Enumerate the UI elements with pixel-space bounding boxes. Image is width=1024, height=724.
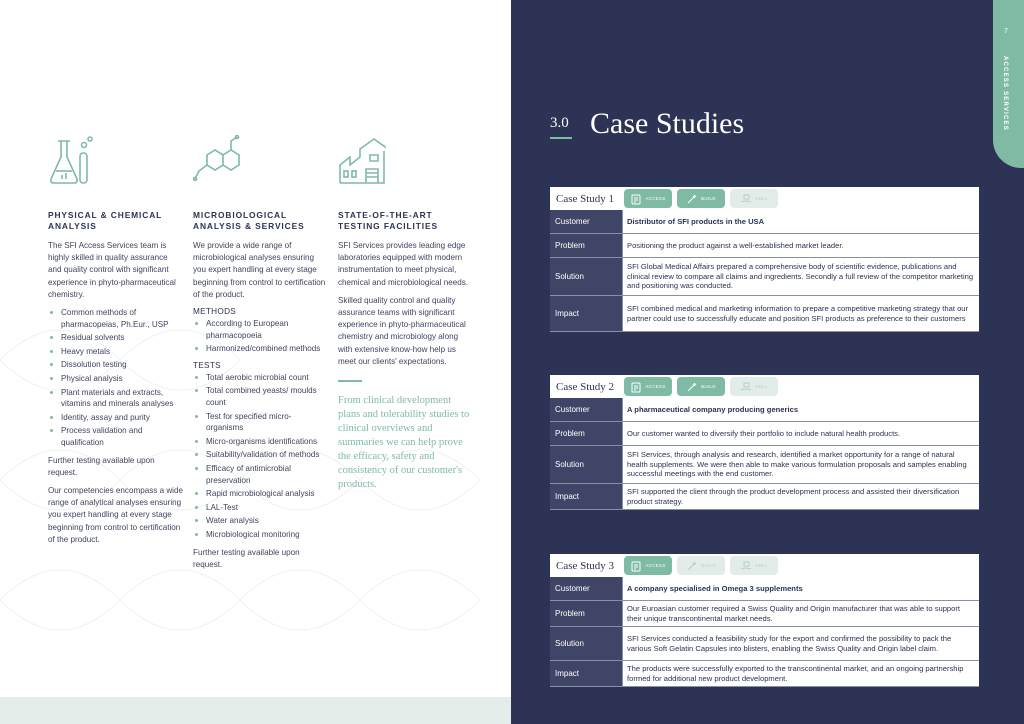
pipette-icon: [686, 560, 698, 572]
list-item: Residual solvents: [48, 332, 183, 344]
row-value: A company specialised in Omega 3 supplements: [622, 577, 979, 600]
row-value: SFI Services conducted a feasibility study for the export and confirmed the possibility to pack the various Soft Gelatin Capsules into blisters, enabling the Swiss Quality and Origin label claim.: [622, 627, 979, 660]
table-row: [550, 234, 979, 258]
table-row: [550, 258, 979, 296]
methods-title: METHODS: [193, 307, 237, 317]
pipette-icon: [686, 193, 698, 205]
intro-text: We provide a wide range of microbiological analyses ensuring you expert handling at every stage beginning from control to certification of the product.: [193, 241, 326, 299]
build-badge: [677, 189, 725, 208]
row-value: Positioning the product against a well-established market leader.: [622, 234, 979, 257]
build-badge: [677, 377, 725, 396]
section-title: Case Studies: [590, 107, 745, 140]
body-text: Further testing available upon request.: [193, 547, 300, 569]
pipette-icon: [686, 381, 698, 393]
badge-label: BUILD: [701, 384, 716, 389]
list-item: Heavy metals: [48, 346, 183, 358]
clipboard-icon: [630, 193, 642, 205]
list-item: Harmonized/combined methods: [193, 343, 328, 355]
body-text: Skilled quality control and quality assurance teams with significant experience in phyto-pharmaceutical chemistry and microbiology along with extensive know-how help us meet our clients' expectations.: [338, 295, 466, 366]
row-label: Impact: [550, 661, 622, 686]
section-tab-label: ACCESS SERVICES: [1002, 56, 1008, 131]
case-header: [550, 187, 979, 210]
sell-badge: [730, 556, 778, 575]
sell-badge: [730, 377, 778, 396]
badge-label: BUILD: [701, 196, 716, 201]
pull-quote: From clinical development plans and tolerability studies to clinical overviews and summaries we can help prove the efficacy, safety and consistency of our customer's products.: [338, 395, 470, 491]
case-title: Case Study 1: [556, 192, 615, 205]
badge-label: BUILD: [701, 563, 716, 568]
left-page: [0, 0, 511, 724]
table-row: [550, 661, 979, 687]
list-item: Micro-organisms identifications: [193, 436, 328, 448]
table-row: [550, 398, 979, 422]
row-label: Customer: [550, 577, 622, 600]
clipboard-icon: [630, 560, 642, 572]
case-study-3: [550, 554, 979, 687]
case-study-2: [550, 375, 979, 510]
table-row: [550, 296, 979, 332]
table-row: [550, 484, 979, 510]
row-value: Our customer wanted to diversify their portfolio to include natural health products.: [622, 422, 979, 445]
list-item: According to European pharmacopoeia: [193, 318, 328, 341]
section-number: 3.0: [550, 115, 569, 131]
case-header: [550, 375, 979, 398]
list-item: Test for specified micro-organisms: [193, 411, 328, 434]
analysis-list: [48, 307, 183, 449]
intro-text: The SFI Access Services team is highly skilled in quality assurance and quality control with significant experience in phyto-pharmaceutical chemistry.: [48, 241, 176, 299]
row-label: Impact: [550, 484, 622, 509]
case-title: Case Study 2: [556, 380, 615, 393]
case-study-1: [550, 187, 979, 332]
sell-badge: [730, 189, 778, 208]
hand-icon: [740, 560, 752, 572]
table-row: [550, 422, 979, 446]
badge-label: ACCESS: [645, 384, 666, 389]
title-underline: [550, 137, 572, 139]
table-row: [550, 210, 979, 234]
row-label: Solution: [550, 627, 622, 660]
table-row: [550, 627, 979, 661]
row-value: Distributor of SFI products in the USA: [622, 210, 979, 233]
hand-icon: [740, 381, 752, 393]
row-value: The products were successfully exported to the transcontinental market, and an ongoing partnership formed for additional new product development.: [622, 661, 979, 686]
access-badge: [624, 189, 672, 208]
section-heading: MICROBIOLOGICAL ANALYSIS & SERVICES: [193, 210, 305, 231]
list-item: Dissolution testing: [48, 359, 183, 371]
list-item: Physical analysis: [48, 373, 183, 385]
list-item: Microbiological monitoring: [193, 529, 328, 541]
row-label: Impact: [550, 296, 622, 331]
tests-list: [193, 372, 328, 541]
list-item: Process validation and qualification: [48, 425, 183, 448]
row-value: SFI Global Medical Affairs prepared a comprehensive body of scientific evidence, publications and clinical review to compare all claims and ingredients. Secondly a full review of the competitor marketing and positioning was conducted.: [622, 258, 979, 295]
access-badge: [624, 377, 672, 396]
badge-label: ACCESS: [645, 563, 666, 568]
row-label: Problem: [550, 234, 622, 257]
tests-title: TESTS: [193, 360, 221, 370]
row-value: SFI combined medical and marketing information to prepare a competitive marketing strategy that our partner could use to successfully educate and position SFI products as preference to their customers: [622, 296, 979, 331]
table-row: [550, 446, 979, 484]
row-label: Solution: [550, 258, 622, 295]
badge-label: SELL: [755, 196, 768, 201]
case-title: Case Study 3: [556, 559, 615, 572]
row-value: SFI Services, through analysis and research, identified a market opportunity for a range of natural health supplements. We were then able to make various formulation proposals and samples enabling successful meetings with the end customer.: [622, 446, 979, 483]
body-text: Further testing available upon request.: [48, 455, 155, 477]
hand-icon: [740, 193, 752, 205]
section-heading: PHYSICAL & CHEMICAL ANALYSIS: [48, 210, 163, 231]
physical-chemical-column: [48, 135, 183, 552]
list-item: Identity, assay and purity: [48, 412, 183, 424]
methods-list: [193, 318, 328, 355]
body-text: SFI Services provides leading edge laboratories equipped with modern instrumentation to meet physical, chemical and microbiological needs.: [338, 241, 469, 287]
list-item: Total combined yeasts/ moulds count: [193, 385, 328, 408]
list-item: Suitability/validation of methods: [193, 449, 328, 461]
row-label: Customer: [550, 210, 622, 233]
list-item: Water analysis: [193, 515, 328, 527]
list-item: LAL-Test: [193, 502, 328, 514]
row-label: Solution: [550, 446, 622, 483]
list-item: Efficacy of antimicrobial preservation: [193, 463, 328, 486]
page-number: 7: [1004, 28, 1008, 35]
table-row: [550, 601, 979, 627]
row-label: Customer: [550, 398, 622, 421]
badge-label: SELL: [755, 384, 768, 389]
list-item: Plant materials and extracts, vitamins and minerals analyses: [48, 387, 183, 410]
divider: [338, 380, 362, 382]
factory-icon: [338, 135, 386, 187]
access-badge: [624, 556, 672, 575]
facilities-column: [338, 135, 473, 492]
build-badge: [677, 556, 725, 575]
row-label: Problem: [550, 601, 622, 626]
body-text: Our competencies encompass a wide range of analytical analyses ensuring you expert handling at every stage beginning from control to certification of the product.: [48, 485, 183, 544]
row-value: Our Euroasian customer required a Swiss Quality and Origin manufacturer that was able to support their unique transcontinental market needs.: [622, 601, 979, 626]
list-item: Common methods of pharmacopeias, Ph.Eur., USP: [48, 307, 183, 330]
list-item: Rapid microbiological analysis: [193, 488, 328, 500]
row-value: SFI supported the client through the product development process and assisted their diversification product strategy.: [622, 484, 979, 509]
section-tab[interactable]: [993, 0, 1024, 168]
flask-icon: [48, 135, 96, 187]
molecule-icon: [193, 135, 241, 187]
footer-band: [0, 697, 511, 724]
badge-label: ACCESS: [645, 196, 666, 201]
case-header: [550, 554, 979, 577]
table-row: [550, 577, 979, 601]
list-item: Total aerobic microbial count: [193, 372, 328, 384]
row-value: A pharmaceutical company producing generics: [622, 398, 979, 421]
microbiological-column: [193, 135, 328, 577]
badge-label: SELL: [755, 563, 768, 568]
clipboard-icon: [630, 381, 642, 393]
row-label: Problem: [550, 422, 622, 445]
section-heading: STATE-OF-THE-ART TESTING FACILITIES: [338, 210, 438, 231]
